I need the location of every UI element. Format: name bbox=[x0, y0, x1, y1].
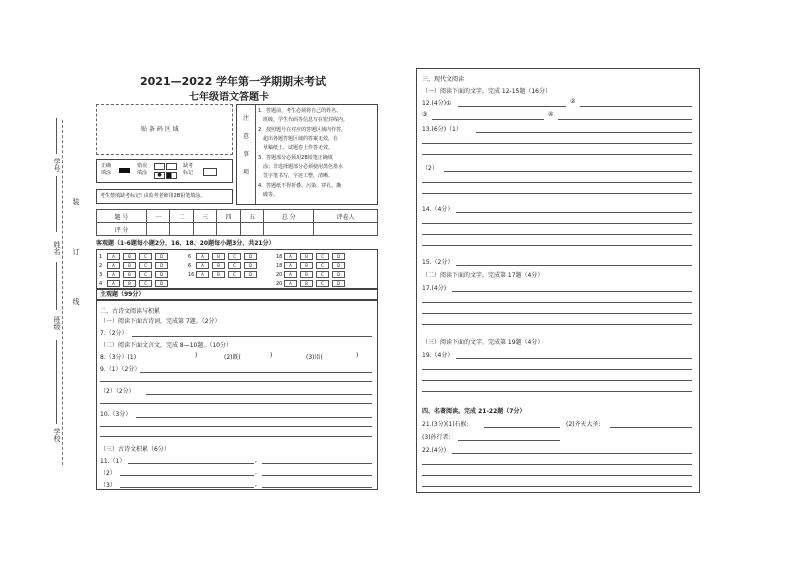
mc-option-bubble[interactable]: C bbox=[316, 271, 329, 278]
q22-answer-line[interactable] bbox=[422, 475, 692, 476]
wrong-fill-mark-3: ● bbox=[154, 172, 165, 179]
q13-2-label: （2） bbox=[422, 165, 438, 172]
q8-3-close: ) bbox=[356, 352, 359, 359]
mc-option-bubble[interactable]: C bbox=[139, 262, 152, 269]
q17-answer-line[interactable] bbox=[452, 291, 692, 292]
mc-option-bubble[interactable]: A bbox=[107, 280, 120, 287]
mc-option-bubble[interactable]: B bbox=[123, 280, 136, 287]
q14-answer-line[interactable] bbox=[456, 212, 692, 213]
q8-2-close: ) bbox=[270, 352, 273, 359]
mc-option-bubble[interactable]: A bbox=[284, 262, 297, 269]
score-cell[interactable] bbox=[314, 223, 378, 236]
q19-answer-line[interactable] bbox=[456, 358, 692, 359]
mc-option-bubble[interactable]: A bbox=[196, 262, 209, 269]
mc-question-number: 1 bbox=[99, 254, 103, 260]
notice-heading-2: 意 bbox=[243, 133, 250, 140]
q10-answer-line[interactable] bbox=[100, 436, 372, 437]
q21-2-label: (2)齐天大圣: bbox=[566, 421, 601, 428]
section-2-heading: 二、古诗文阅读与积累 bbox=[100, 308, 161, 315]
absent-mark-label: 缺考 标记 bbox=[183, 163, 194, 176]
score-table-score-row bbox=[97, 223, 378, 236]
mc-option-bubble[interactable]: A bbox=[284, 271, 297, 278]
notice-line-3: 2．按照题号在对应的答题区域内作答， bbox=[258, 127, 347, 133]
mc-question-number: 6 bbox=[188, 254, 192, 260]
notice-line-6: 3．答题部分必须用2B铅笔正确填 bbox=[258, 155, 333, 161]
q9-2-answer-line[interactable] bbox=[146, 394, 372, 395]
notice-heading-3: 事 bbox=[243, 151, 250, 158]
notice-line-7: 涂；非选择题部分必须使用黑色墨水 bbox=[258, 164, 344, 170]
class-label: 班级 bbox=[53, 316, 61, 330]
q8-3-label: (3)语( bbox=[306, 354, 323, 361]
q22-answer-line[interactable] bbox=[422, 486, 692, 487]
q12-2-answer-line[interactable] bbox=[580, 106, 692, 107]
mc-option-bubble[interactable]: B bbox=[300, 280, 313, 287]
q22-label: 22.(4分) bbox=[422, 447, 447, 454]
mc-option-bubble[interactable]: C bbox=[316, 253, 329, 260]
notice-line-9: 4．答题纸不得折叠、污染、穿孔、撕 bbox=[258, 183, 342, 189]
q9-1-answer-line[interactable] bbox=[140, 372, 372, 373]
mc-question-row bbox=[99, 253, 171, 261]
mc-option-bubble[interactable]: D bbox=[332, 280, 345, 287]
q12-label: 12.(4分)① bbox=[422, 100, 452, 107]
score-header-question: 题 号 bbox=[97, 210, 147, 223]
mc-option-bubble[interactable]: C bbox=[316, 262, 329, 269]
mc-option-bubble[interactable]: C bbox=[228, 253, 241, 260]
q21-1-label: 21.(3分)(1)石猴: bbox=[422, 421, 469, 428]
q17-label: 17.(4分) bbox=[422, 285, 447, 292]
binding-char-zhuang: 装 bbox=[72, 198, 80, 205]
score-header-2: 二 bbox=[170, 210, 193, 223]
score-cell[interactable] bbox=[240, 223, 263, 236]
mc-option-bubble[interactable]: B bbox=[300, 262, 313, 269]
q8-1-close: ) bbox=[195, 352, 198, 359]
notice-line-4: 超出各题答题区域的答案无效，在 bbox=[258, 136, 339, 142]
school-line bbox=[56, 340, 57, 424]
q11-3-answer-line-a[interactable] bbox=[120, 487, 254, 488]
mc-option-bubble[interactable]: D bbox=[155, 280, 168, 287]
q11-1-answer-line-b[interactable] bbox=[262, 463, 372, 464]
score-cell[interactable] bbox=[146, 223, 169, 236]
mc-question-number: 18 bbox=[276, 254, 283, 260]
wrong-fill-label: 错误 填涂 bbox=[137, 163, 148, 176]
mc-question-row bbox=[99, 262, 171, 270]
q11-comma: , bbox=[255, 457, 257, 464]
section-3-heading: 三、现代文阅读 bbox=[422, 76, 465, 83]
notice-divider bbox=[255, 105, 256, 204]
binding-dash-line bbox=[62, 120, 63, 465]
q11-1-answer-line-a[interactable] bbox=[128, 463, 254, 464]
correct-fill-label: 正确 填涂 bbox=[101, 163, 112, 176]
q12-1-answer-line[interactable] bbox=[458, 106, 566, 107]
q22-answer-line[interactable] bbox=[452, 453, 692, 454]
mc-question-row bbox=[276, 262, 348, 270]
mc-option-bubble[interactable]: B bbox=[123, 271, 136, 278]
subjective-area bbox=[96, 300, 378, 490]
mc-option-bubble[interactable]: A bbox=[196, 271, 209, 278]
mc-option-bubble[interactable]: A bbox=[107, 253, 120, 260]
q21-3-answer-line[interactable] bbox=[458, 440, 560, 441]
q21-2-answer-line[interactable] bbox=[610, 427, 692, 428]
mc-option-bubble[interactable]: B bbox=[300, 253, 313, 260]
q13-1-answer-line[interactable] bbox=[422, 143, 692, 144]
q10-answer-line[interactable] bbox=[136, 417, 372, 418]
modern-passage-2-heading: （二）阅读下面的文字，完成第 17题（4分） bbox=[422, 272, 544, 279]
q12-3-answer-line[interactable] bbox=[432, 119, 544, 120]
q11-1-label: 11.（1） bbox=[100, 458, 126, 465]
q9-1-label: 9.（1）（2分） bbox=[100, 366, 141, 373]
score-row-label: 评 分 bbox=[97, 223, 147, 236]
mc-question-row bbox=[188, 262, 260, 270]
score-table bbox=[96, 209, 378, 236]
score-header-4: 四 bbox=[217, 210, 240, 223]
barcode-area bbox=[96, 104, 233, 155]
q12-2-label: ② bbox=[570, 98, 576, 105]
q10-label: 10.（3分） bbox=[100, 411, 132, 418]
absent-note-box bbox=[96, 189, 233, 204]
mc-option-bubble[interactable]: D bbox=[155, 262, 168, 269]
q9-2-label: （2）（2分） bbox=[100, 388, 135, 395]
q17-answer-line[interactable] bbox=[422, 302, 692, 303]
fill-example-box bbox=[96, 159, 233, 183]
q21-1-answer-line[interactable] bbox=[484, 427, 560, 428]
q15-label: 15.（2分） bbox=[422, 259, 454, 266]
mc-option-bubble[interactable]: B bbox=[300, 271, 313, 278]
mc-option-bubble[interactable]: D bbox=[244, 271, 257, 278]
mc-option-bubble[interactable]: B bbox=[212, 253, 225, 260]
notice-heading-1: 注 bbox=[243, 115, 250, 122]
modern-passage-3-heading: （三）阅读下面的文字，完成第 19题（4分） bbox=[422, 339, 544, 346]
barcode-label: 贴 条 码 区 域 bbox=[141, 126, 179, 133]
score-header-3: 三 bbox=[193, 210, 216, 223]
notice-line-8: 签字笔书写，字迹工整、清晰。 bbox=[258, 173, 334, 179]
mc-question-row bbox=[99, 271, 171, 279]
notice-heading-4: 项 bbox=[243, 169, 250, 176]
q8-label: 8.（3分）(1) bbox=[100, 354, 137, 361]
mc-option-bubble[interactable]: A bbox=[284, 253, 297, 260]
notice-line-5: 草稿纸上、试题卷上作答无效。 bbox=[258, 145, 334, 151]
q19-answer-line[interactable] bbox=[422, 369, 692, 370]
mc-option-bubble[interactable]: C bbox=[139, 271, 152, 278]
student-id-label: 学号 bbox=[53, 158, 61, 172]
q12-4-answer-line[interactable] bbox=[558, 119, 692, 120]
q11-3-label: （3） bbox=[100, 482, 116, 489]
mc-option-bubble[interactable]: C bbox=[228, 262, 241, 269]
mc-option-bubble[interactable]: D bbox=[332, 271, 345, 278]
notice-line-10: 破等。 bbox=[258, 192, 279, 198]
score-header-total: 总 分 bbox=[264, 210, 314, 223]
name-line bbox=[56, 176, 57, 232]
correct-fill-mark bbox=[119, 168, 130, 173]
wrong-fill-mark-2 bbox=[166, 163, 177, 170]
q13-2-answer-line[interactable] bbox=[422, 193, 692, 194]
subjective-heading: 主观题（99分） bbox=[100, 291, 145, 298]
mc-question-number: 20 bbox=[276, 272, 283, 278]
page-subtitle: 七年级语文答题卡 bbox=[189, 92, 269, 103]
q11-2-label: （2） bbox=[100, 470, 116, 477]
absent-mark-checkbox[interactable] bbox=[203, 168, 217, 176]
mc-question-row bbox=[99, 280, 171, 288]
q12-4-label: ④ bbox=[548, 111, 554, 118]
mc-question-number: 18 bbox=[276, 263, 283, 269]
q11-comma: , bbox=[255, 469, 257, 476]
q21-3-label: (3)孙行者: bbox=[422, 434, 451, 441]
mc-option-bubble[interactable]: A bbox=[107, 262, 120, 269]
mc-question-number: 16 bbox=[188, 272, 195, 278]
q9-2-answer-line[interactable] bbox=[100, 403, 372, 404]
mc-option-bubble[interactable]: D bbox=[332, 253, 345, 260]
score-cell[interactable] bbox=[193, 223, 216, 236]
poem-passage-heading: （一）阅读下面古诗词，完成第 7题。（2分） bbox=[100, 318, 221, 325]
mc-option-bubble[interactable]: C bbox=[139, 253, 152, 260]
q17-answer-line[interactable] bbox=[422, 313, 692, 314]
notice-line-2: 班级、学生代码等信息写在密封线内。 bbox=[258, 117, 349, 123]
q13-1-label: 13.(6分)（1） bbox=[422, 126, 462, 133]
mc-option-bubble[interactable]: D bbox=[244, 262, 257, 269]
q13-1-answer-line[interactable] bbox=[422, 154, 692, 155]
classical-passage-heading: （二）阅读下面文言文，完成 8—10题。（10分） bbox=[100, 342, 232, 349]
mc-option-bubble[interactable]: A bbox=[284, 280, 297, 287]
q19-label: 19.（4分） bbox=[422, 352, 454, 359]
binding-char-xian: 线 bbox=[72, 298, 80, 305]
q10-answer-line[interactable] bbox=[100, 426, 372, 427]
absent-note: 考生禁填缺考标记! 由监考老师用2B铅笔填涂。 bbox=[100, 193, 206, 199]
mc-option-bubble[interactable]: B bbox=[123, 253, 136, 260]
mc-question-number: 20 bbox=[276, 281, 283, 287]
notice-line-1: 1．答题前，考生必须将自己的姓名、 bbox=[258, 108, 342, 114]
q11-2-answer-line-a[interactable] bbox=[120, 475, 254, 476]
q17-answer-line[interactable] bbox=[422, 324, 692, 325]
q22-answer-line[interactable] bbox=[422, 464, 692, 465]
mc-option-bubble[interactable]: C bbox=[139, 280, 152, 287]
q19-answer-line[interactable] bbox=[422, 391, 692, 392]
mc-heading: 客观题（1-6题每小题2分，16、18、20题每小题3分，共21分） bbox=[96, 240, 275, 247]
mc-option-bubble[interactable]: C bbox=[228, 271, 241, 278]
q11-comma: , bbox=[255, 481, 257, 488]
mc-option-bubble[interactable]: D bbox=[155, 271, 168, 278]
name-label: 姓名 bbox=[53, 241, 61, 255]
q15-answer-line[interactable] bbox=[456, 265, 692, 266]
score-header-grader: 评卷人 bbox=[314, 210, 378, 223]
score-cell[interactable] bbox=[264, 223, 314, 236]
mc-option-bubble[interactable]: D bbox=[155, 253, 168, 260]
mc-question-number: 6 bbox=[188, 263, 192, 269]
student-id-line bbox=[56, 118, 57, 154]
q14-answer-line[interactable] bbox=[422, 223, 692, 224]
mc-question-row bbox=[276, 271, 348, 279]
mc-question-number: 4 bbox=[99, 281, 103, 287]
binding-char-ding: 订 bbox=[72, 248, 80, 255]
q7-answer-line[interactable] bbox=[132, 336, 372, 337]
q9-1-answer-line[interactable] bbox=[100, 381, 372, 382]
section-4-heading: 四、名著阅读。完成 21-22题（7分） bbox=[422, 408, 526, 415]
mc-question-number: 3 bbox=[99, 272, 103, 278]
mc-question-row bbox=[276, 253, 348, 261]
mc-option-bubble[interactable]: B bbox=[212, 262, 225, 269]
subjective-header-box bbox=[96, 289, 378, 300]
mc-option-bubble[interactable]: A bbox=[107, 271, 120, 278]
score-table-header-row bbox=[97, 210, 378, 223]
wrong-fill-mark-1 bbox=[154, 163, 165, 170]
mc-option-bubble[interactable]: A bbox=[196, 253, 209, 260]
school-label: 学校 bbox=[53, 428, 61, 442]
mc-option-bubble[interactable]: D bbox=[244, 253, 257, 260]
mc-option-bubble[interactable]: B bbox=[123, 262, 136, 269]
q13-2-answer-line[interactable] bbox=[444, 171, 692, 172]
mc-question-row bbox=[188, 271, 260, 279]
mc-option-bubble[interactable]: B bbox=[212, 271, 225, 278]
q13-1-answer-line[interactable] bbox=[476, 132, 692, 133]
q8-2-label: (2)既( bbox=[224, 354, 241, 361]
q14-label: 14.（4分） bbox=[422, 206, 454, 213]
score-cell[interactable] bbox=[170, 223, 193, 236]
notice-box bbox=[236, 104, 378, 205]
mc-option-bubble[interactable]: D bbox=[332, 262, 345, 269]
mc-question-row bbox=[188, 253, 260, 261]
wrong-fill-mark-4 bbox=[166, 172, 177, 179]
q14-answer-line[interactable] bbox=[422, 234, 692, 235]
page-title: 2021—2022 学年第一学期期末考试 bbox=[140, 75, 327, 88]
q14-answer-line[interactable] bbox=[422, 245, 692, 246]
mc-question-number: 2 bbox=[99, 263, 103, 269]
modern-passage-1-heading: （一）阅读下面的文字，完成 12-15题（16分） bbox=[422, 88, 551, 95]
q13-2-answer-line[interactable] bbox=[422, 182, 692, 183]
poem-accumulation-heading: （三）古诗文积累（6分） bbox=[100, 446, 170, 453]
q11-2-answer-line-b[interactable] bbox=[262, 475, 372, 476]
score-cell[interactable] bbox=[217, 223, 240, 236]
q19-answer-line[interactable] bbox=[422, 380, 692, 381]
q12-3-label: ③ bbox=[422, 111, 428, 118]
q11-3-answer-line-b[interactable] bbox=[262, 487, 372, 488]
score-header-1: 一 bbox=[146, 210, 169, 223]
mc-question-row bbox=[276, 280, 348, 288]
q7-label: 7.（2分） bbox=[100, 330, 128, 337]
score-header-5: 五 bbox=[240, 210, 263, 223]
class-line bbox=[56, 262, 57, 310]
mc-option-bubble[interactable]: C bbox=[316, 280, 329, 287]
